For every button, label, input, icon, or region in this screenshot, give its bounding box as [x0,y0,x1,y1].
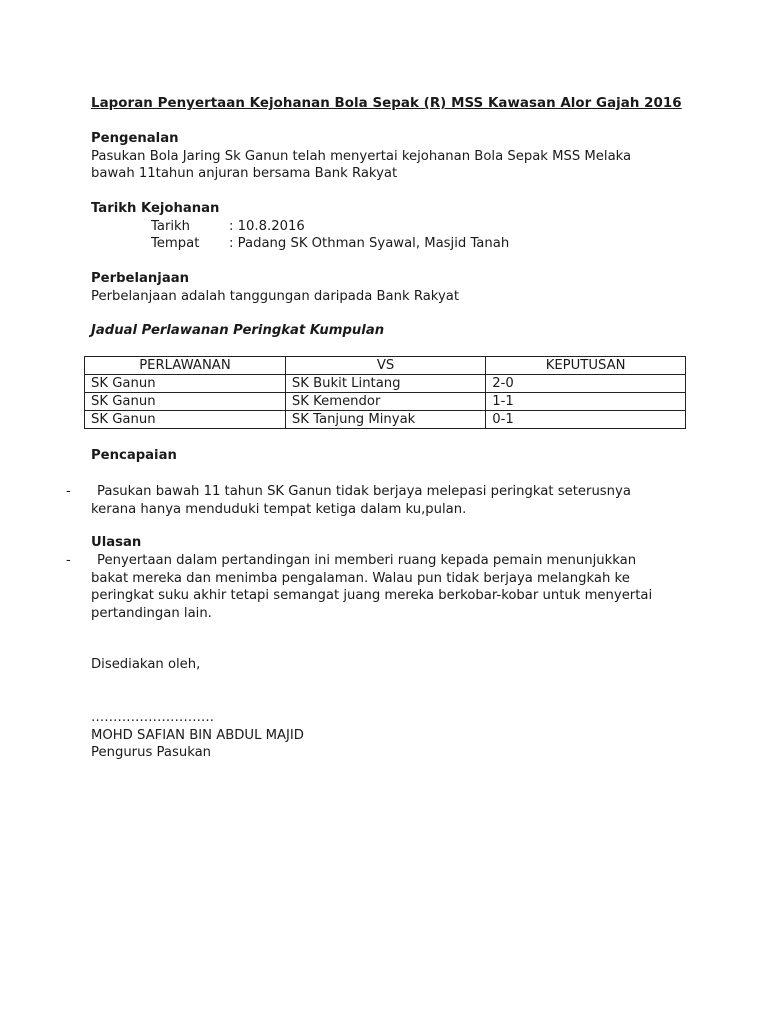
section-ulasan [91,534,691,552]
pencapaian-bullet: - [66,484,71,499]
signature-block [91,709,691,762]
tarikh-kejohanan-heading: Tarikh Kejohanan [91,201,220,216]
ulasan-bullet: - [66,553,71,568]
cell-opponent: SK Kemendor [285,393,485,411]
perbelanjaan-text: Perbelanjaan adalah tanggungan daripada Bank Rakyat [91,288,460,304]
tarikh-row [91,218,691,236]
pencapaian-text [91,483,691,518]
ulasan-line-1: Penyertaan dalam pertandingan ini memberi ruang kepada pemain menunjukkan [97,553,637,568]
signature-dots: ………………………. [91,710,214,725]
section-tarikh-kejohanan [91,200,691,253]
section-perbelanjaan [91,270,691,305]
ulasan-line-2: bakat mereka dan menimba pengalaman. Walau pun tidak berjaya melangkah ke [91,570,630,586]
table-row [85,393,686,411]
table-header-row [85,357,686,375]
pengenalan-line-2: bawah 11tahun anjuran bersama Bank Rakyat [91,166,398,181]
cell-team: SK Ganun [85,411,286,429]
pencapaian-line-1: Pasukan bawah 11 tahun SK Ganun tidak berjaya melepasi peringkat seterusnya [97,484,631,499]
pencapaian-heading: Pencapaian [91,448,177,463]
cell-team: SK Ganun [85,375,286,393]
table-row [85,411,686,429]
tarikh-label: Tarikh [151,218,191,234]
signatory-position: Pengurus Pasukan [91,745,212,760]
tarikh-value: : 10.8.2016 [229,218,305,234]
ulasan-heading: Ulasan [91,535,142,550]
cell-opponent: SK Bukit Lintang [285,375,485,393]
cell-opponent: SK Tanjung Minyak [285,411,485,429]
ulasan-text [91,552,691,622]
section-pencapaian [91,447,691,465]
column-header-perlawanan: PERLAWANAN [85,357,286,375]
column-header-vs: VS [285,357,485,375]
cell-result: 1-1 [486,393,686,411]
cell-result: 0-1 [486,411,686,429]
pencapaian-line-2: kerana hanya menduduki tempat ketiga dalam ku,pulan. [91,501,467,517]
match-table [84,356,686,429]
section-pengenalan [91,130,691,183]
ulasan-line-4: pertandingan lain. [91,605,212,621]
jadual-heading: Jadual Perlawanan Peringkat Kumpulan [91,323,385,338]
report-title: Laporan Penyertaan Kejohanan Bola Sepak (R) MSS Kawasan Alor Gajah 2016 [91,96,682,111]
prepared-by-label: Disediakan oleh, [91,657,201,672]
cell-team: SK Ganun [85,393,286,411]
cell-result: 2-0 [486,375,686,393]
pengenalan-heading: Pengenalan [91,131,179,146]
section-jadual [91,322,691,340]
tempat-label: Tempat [151,236,200,251]
tempat-row [91,235,691,253]
ulasan-line-3: peringkat suku akhir tetapi semangat juang mereka berkobar-kobar untuk menyertai [91,588,653,603]
perbelanjaan-heading: Perbelanjaan [91,271,190,286]
pengenalan-line-1: Pasukan Bola Jaring Sk Ganun telah menyertai kejohanan Bola Sepak MSS Melaka [91,148,632,164]
signatory-name: MOHD SAFIAN BIN ABDUL MAJID [91,727,304,743]
tempat-value: : Padang SK Othman Syawal, Masjid Tanah [229,236,510,251]
table-row [85,375,686,393]
prepared-by [91,656,691,674]
column-header-keputusan: KEPUTUSAN [486,357,686,375]
